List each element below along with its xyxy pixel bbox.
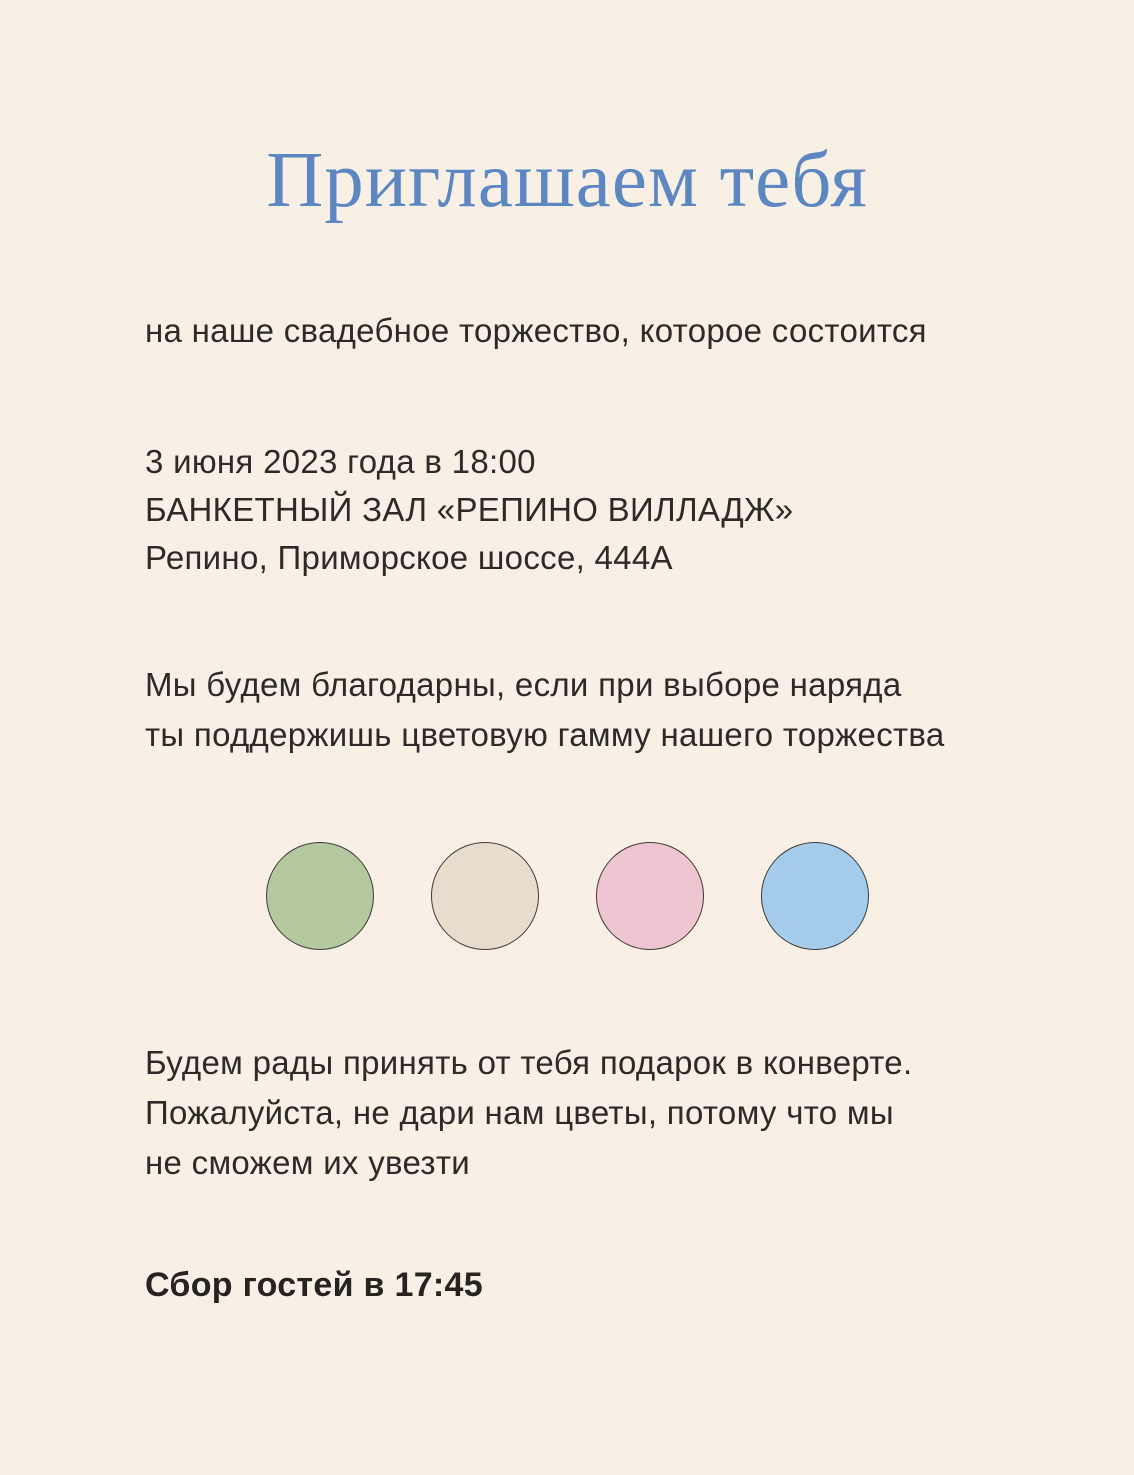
- event-datetime: 3 июня 2023 года в 18:00: [145, 443, 536, 480]
- palette-swatch-beige: [431, 842, 539, 950]
- palette-swatch-blue: [761, 842, 869, 950]
- dress-code-line: Мы будем благодарны, если при выборе наряда: [145, 666, 902, 703]
- gift-note-text: [145, 1038, 912, 1188]
- color-palette: [0, 842, 1134, 950]
- event-details: [145, 438, 793, 582]
- intro-text: на наше свадебное торжество, которое состоится: [145, 312, 927, 349]
- page-title: Приглашаем тебя: [266, 137, 868, 224]
- gift-note-line: Будем рады принять от тебя подарок в конверте.: [145, 1044, 913, 1081]
- event-address: Репино, Приморское шоссе, 444А: [145, 539, 673, 576]
- gift-note-line: Пожалуйста, не дари нам цветы, потому что мы: [145, 1094, 894, 1131]
- gift-note-line: не сможем их увезти: [145, 1144, 470, 1181]
- dress-code-text: [145, 660, 945, 760]
- event-venue: БАНКЕТНЫЙ ЗАЛ «РЕПИНО ВИЛЛАДЖ»: [145, 491, 794, 528]
- palette-swatch-green: [266, 842, 374, 950]
- dress-code-line: ты поддержишь цветовую гамму нашего торжества: [145, 716, 945, 753]
- palette-swatch-pink: [596, 842, 704, 950]
- gathering-time-text: Сбор гостей в 17:45: [145, 1266, 483, 1304]
